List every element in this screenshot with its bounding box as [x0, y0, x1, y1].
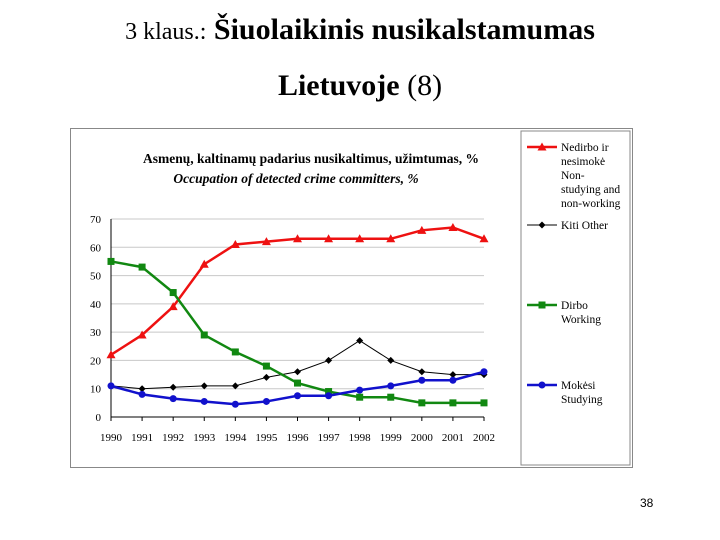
- title-prefix: 3 klaus.:: [125, 19, 207, 45]
- data-point-studying: [449, 377, 456, 384]
- title-line-1: [0, 8, 720, 54]
- data-point-studying: [387, 382, 394, 389]
- data-point-working: [108, 258, 115, 265]
- data-point-working: [418, 399, 425, 406]
- data-point-studying: [356, 387, 363, 394]
- data-point-kiti-other: [356, 337, 363, 344]
- y-tick-label: 60: [90, 242, 101, 255]
- x-tick-label: 1992: [162, 432, 185, 444]
- y-tick-label: 50: [90, 270, 101, 283]
- slide-title: [0, 8, 720, 108]
- data-point-studying: [481, 368, 488, 375]
- y-tick-label: 20: [90, 355, 101, 368]
- legend-label-line: Working: [561, 314, 601, 326]
- legend-label-line: studying and: [561, 184, 621, 196]
- occupation-line-chart: [71, 129, 632, 467]
- legend-label-line: Non-: [561, 170, 585, 182]
- series-line-non-working: [111, 227, 484, 354]
- data-point-working: [170, 289, 177, 296]
- title-line2-bold: Lietuvoje: [277, 69, 400, 102]
- data-point-studying: [263, 398, 270, 405]
- data-point-working: [263, 363, 270, 370]
- legend-label-line: Mokėsi: [561, 380, 596, 392]
- legend-label-line: Kiti Other: [561, 220, 608, 232]
- data-point-working: [449, 399, 456, 406]
- page-number: 38: [640, 496, 654, 510]
- x-tick-label: 1991: [131, 432, 154, 444]
- data-point-studying: [108, 382, 115, 389]
- legend-label-line: non-working: [561, 198, 621, 210]
- chart-frame: [70, 128, 633, 468]
- x-tick-label: 1998: [348, 432, 371, 444]
- data-point-kiti-other: [294, 368, 301, 375]
- data-point-studying: [201, 398, 208, 405]
- data-point-studying: [139, 391, 146, 398]
- legend-label-line: Dirbo: [561, 300, 588, 312]
- data-point-working: [139, 264, 146, 271]
- chart-subtitle: Occupation of detected crime committers, %: [173, 171, 419, 186]
- x-tick-label: 1996: [286, 432, 309, 444]
- grid-lines: [111, 219, 484, 389]
- x-tick-label: 1999: [379, 432, 402, 444]
- y-tick-label: 10: [90, 383, 101, 396]
- x-tick-label: 2002: [473, 432, 495, 444]
- data-point-kiti-other: [170, 384, 177, 391]
- x-tick-label: 2001: [441, 432, 464, 444]
- data-point-studying: [294, 392, 301, 399]
- data-point-working: [481, 399, 488, 406]
- x-tick-label: 2000: [410, 432, 433, 444]
- x-tick-label: 1993: [193, 432, 216, 444]
- data-point-kiti-other: [263, 374, 270, 381]
- data-point-studying: [170, 395, 177, 402]
- data-point-working: [356, 394, 363, 401]
- y-tick-label: 0: [95, 412, 101, 424]
- data-point-working: [232, 348, 239, 355]
- data-point-kiti-other: [387, 357, 394, 364]
- data-point-working: [294, 380, 301, 387]
- chart-title: Asmenų, kaltinamų padarius nusikaltimus, užimtumas, %: [142, 151, 480, 166]
- y-tick-label: 70: [90, 214, 101, 226]
- x-tick-label: 1994: [224, 432, 247, 444]
- data-point-working: [201, 331, 208, 338]
- data-point-kiti-other: [418, 368, 425, 375]
- data-point-kiti-other: [325, 357, 332, 364]
- y-tick-label: 40: [90, 298, 101, 311]
- series-group: [107, 223, 489, 408]
- title-line2-suffix: (8): [407, 69, 443, 102]
- x-tick-label: 1997: [317, 432, 340, 444]
- data-point-working: [387, 394, 394, 401]
- legend-label-kiti-other: [561, 220, 608, 232]
- x-tick-label: 1995: [255, 432, 278, 444]
- legend-label-line: Studying: [561, 394, 603, 406]
- data-point-studying: [325, 392, 332, 399]
- legend-label-line: nesimokė: [561, 156, 606, 168]
- legend-label-line: Nedirbo ir: [561, 142, 609, 154]
- data-point-studying: [418, 377, 425, 384]
- legend-marker-working: [539, 302, 546, 309]
- title-main: Šiuolaikinis nusikalstamumas: [213, 13, 595, 46]
- data-point-studying: [232, 401, 239, 408]
- x-tick-label: 1990: [100, 432, 122, 444]
- title-line-2: [0, 64, 720, 108]
- y-tick-label: 30: [90, 327, 101, 340]
- legend-marker-studying: [539, 382, 546, 389]
- axes: [90, 214, 495, 444]
